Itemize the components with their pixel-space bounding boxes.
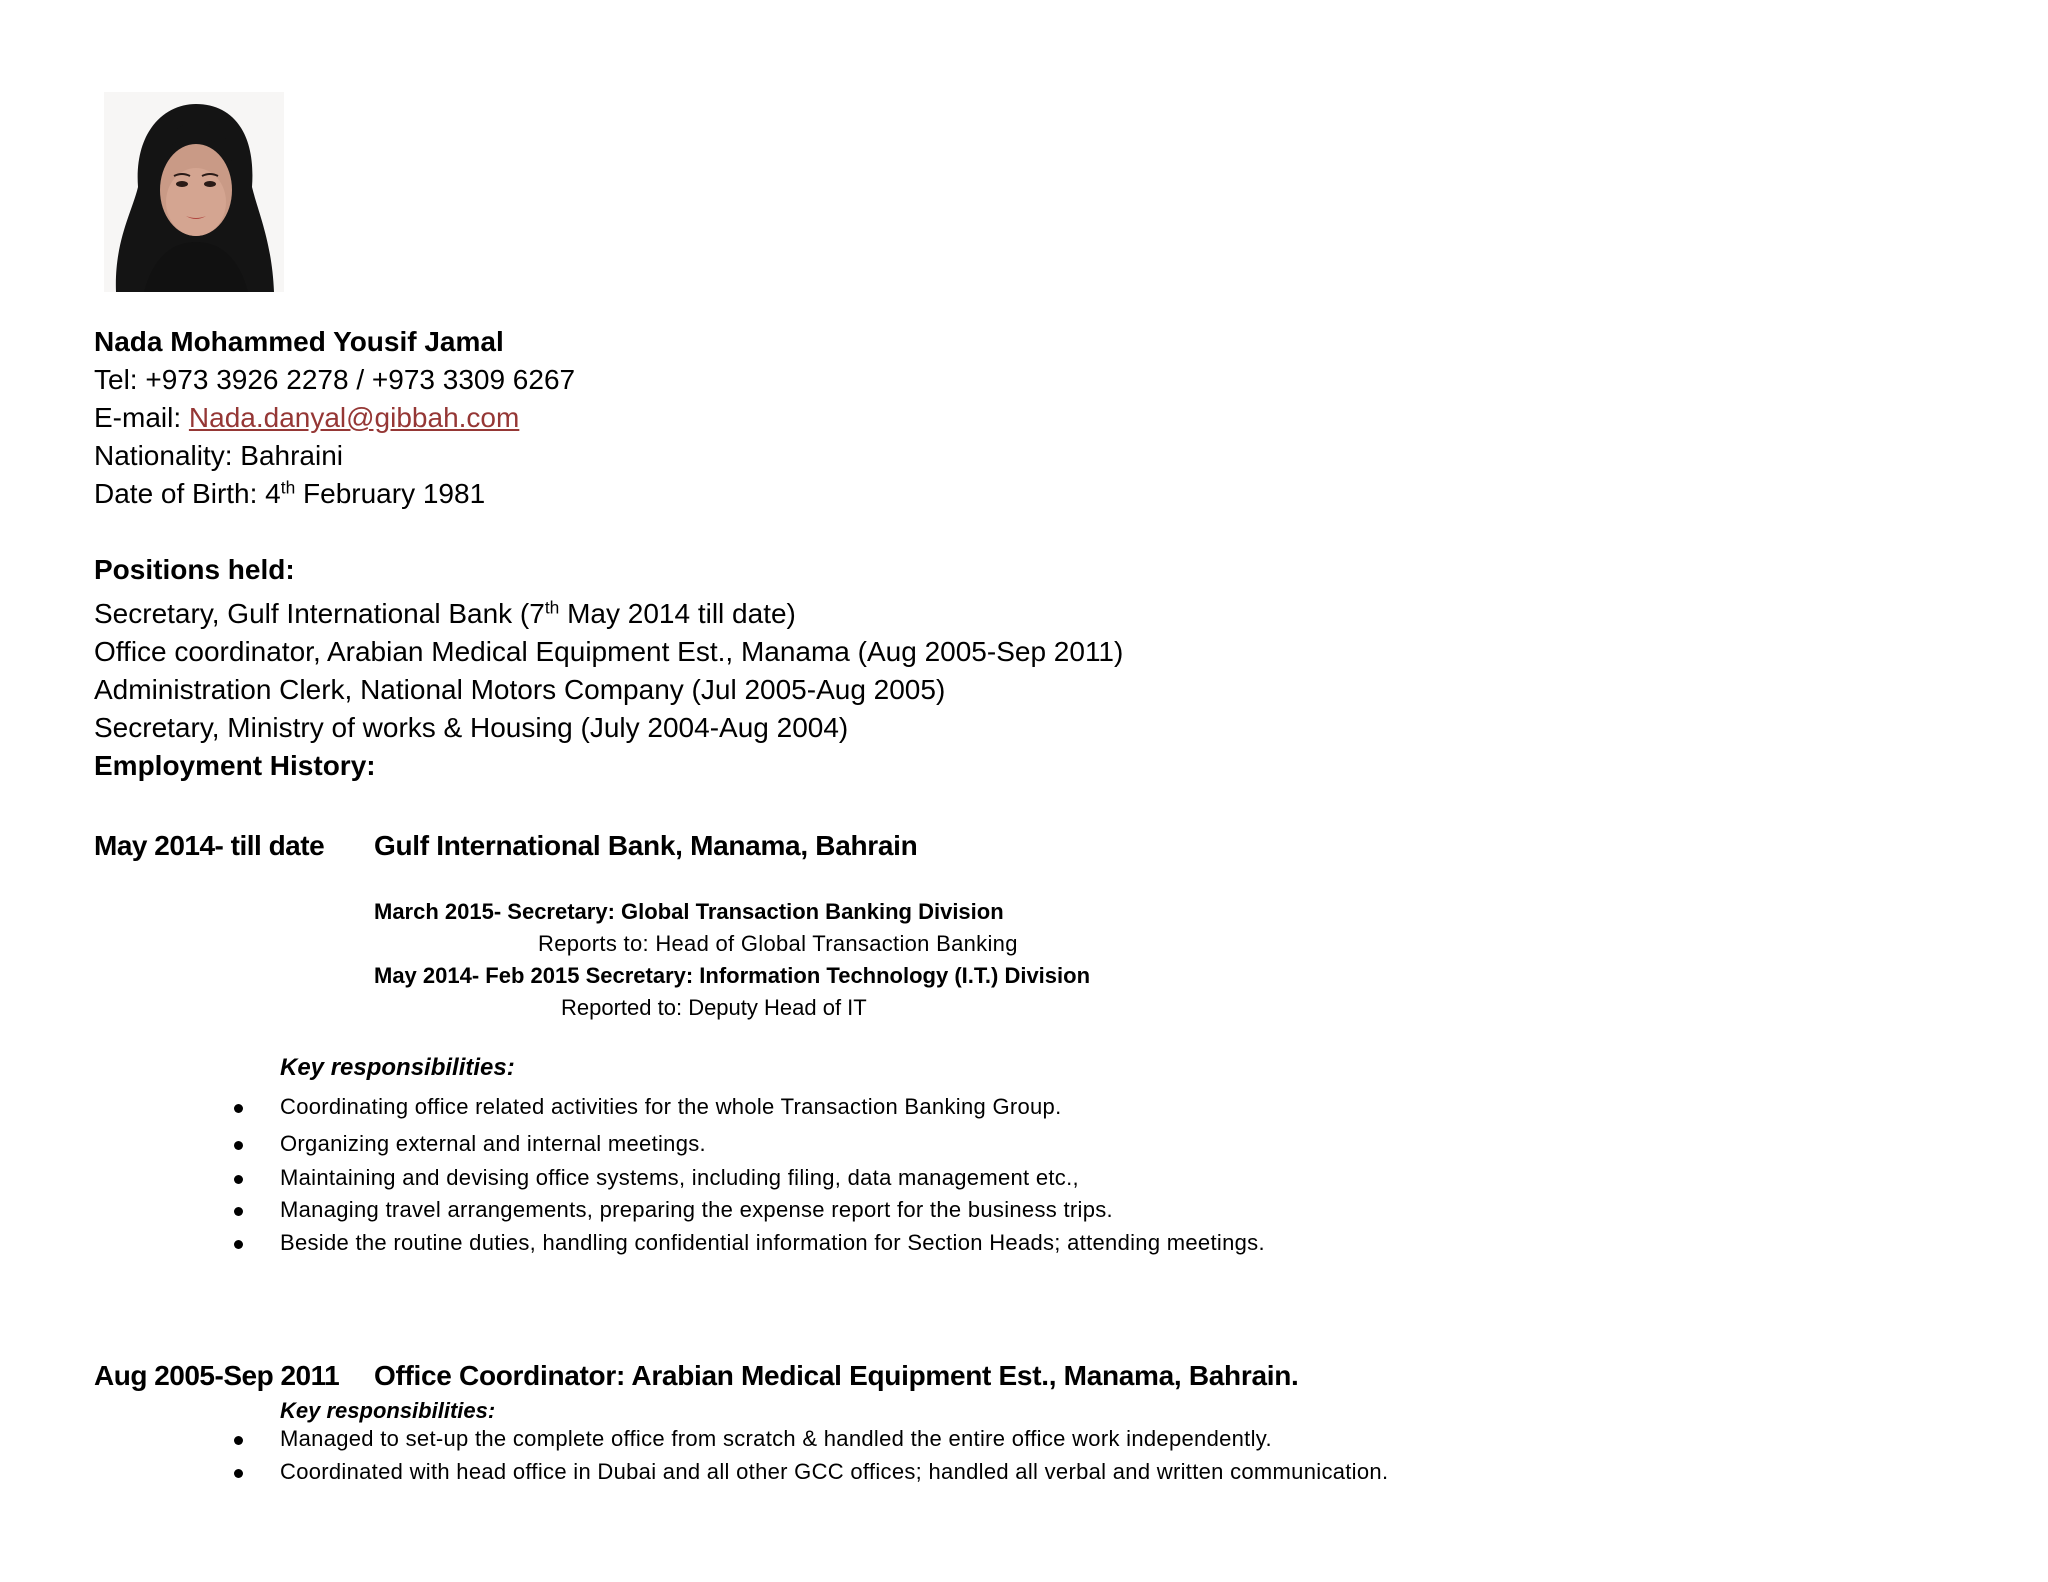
job-2-period: Aug 2005-Sep 2011 bbox=[94, 1360, 340, 1391]
position-1-suffix: May 2014 till date) bbox=[559, 598, 796, 629]
job-1-key-heading: Key responsibilities: bbox=[280, 1054, 515, 1081]
job-1-responsibility: Organizing external and internal meetings. bbox=[280, 1131, 706, 1156]
profile-photo-image bbox=[104, 92, 284, 292]
email-label: E-mail: bbox=[94, 402, 189, 433]
bullet bbox=[234, 1104, 243, 1113]
job-1-responsibility: Managing travel arrangements, preparing the expense report for the business trips. bbox=[280, 1197, 1113, 1222]
position-item: Secretary, Ministry of works & Housing (July 2004-Aug 2004) bbox=[94, 712, 849, 743]
job-1-responsibility: Beside the routine duties, handling confidential information for Section Heads; attending meetings. bbox=[280, 1230, 1265, 1255]
job-1-role-1: March 2015- Secretary: Global Transaction Banking Division bbox=[374, 899, 1004, 924]
job-1-period: May 2014- till date bbox=[94, 830, 325, 861]
position-item: Administration Clerk, National Motors Company (Jul 2005-Aug 2005) bbox=[94, 674, 946, 705]
position-1-sup: th bbox=[544, 597, 560, 618]
bullet bbox=[234, 1469, 243, 1478]
job-2-title: Office Coordinator: Arabian Medical Equipment Est., Manama, Bahrain. bbox=[374, 1360, 1299, 1391]
bullet bbox=[234, 1436, 243, 1445]
telephone: Tel: +973 3926 2278 / +973 3309 6267 bbox=[94, 364, 576, 395]
position-item: Office coordinator, Arabian Medical Equipment Est., Manama (Aug 2005-Sep 2011) bbox=[94, 636, 1124, 667]
job-2-responsibility: Managed to set-up the complete office from scratch & handled the entire office work independently. bbox=[280, 1426, 1272, 1451]
bullet bbox=[234, 1240, 243, 1249]
email-link[interactable]: Nada.danyal@gibbah.com bbox=[188, 402, 520, 433]
position-1-prefix: Secretary, Gulf International Bank (7 bbox=[94, 598, 545, 629]
job-2-key-heading: Key responsibilities: bbox=[280, 1398, 496, 1423]
positions-heading: Positions held: bbox=[94, 554, 295, 585]
profile-photo bbox=[104, 92, 284, 292]
bullet bbox=[234, 1175, 243, 1184]
bullet bbox=[234, 1141, 243, 1150]
job-1-employer: Gulf International Bank, Manama, Bahrain bbox=[374, 830, 918, 861]
job-2-responsibility: Coordinated with head office in Dubai and all other GCC offices; handled all verbal and written communication. bbox=[280, 1459, 1389, 1484]
bullet bbox=[234, 1207, 243, 1216]
date-of-birth bbox=[94, 478, 485, 510]
email-line bbox=[94, 402, 519, 434]
position-item bbox=[94, 598, 796, 630]
dob-sup: th bbox=[280, 477, 296, 498]
dob-prefix: Date of Birth: 4 bbox=[94, 478, 281, 509]
job-1-role-1-reports: Reports to: Head of Global Transaction Banking bbox=[538, 931, 1018, 956]
nationality: Nationality: Bahraini bbox=[94, 440, 344, 471]
employment-heading: Employment History: bbox=[94, 750, 376, 781]
job-1-role-2-reports: Reported to: Deputy Head of IT bbox=[561, 995, 867, 1020]
job-1-responsibility: Coordinating office related activities for the whole Transaction Banking Group. bbox=[280, 1094, 1062, 1119]
dob-suffix: February 1981 bbox=[295, 478, 486, 509]
job-1-role-2: May 2014- Feb 2015 Secretary: Information Technology (I.T.) Division bbox=[374, 963, 1091, 988]
candidate-name: Nada Mohammed Yousif Jamal bbox=[94, 326, 504, 357]
job-1-responsibility: Maintaining and devising office systems, including filing, data management etc., bbox=[280, 1165, 1079, 1190]
